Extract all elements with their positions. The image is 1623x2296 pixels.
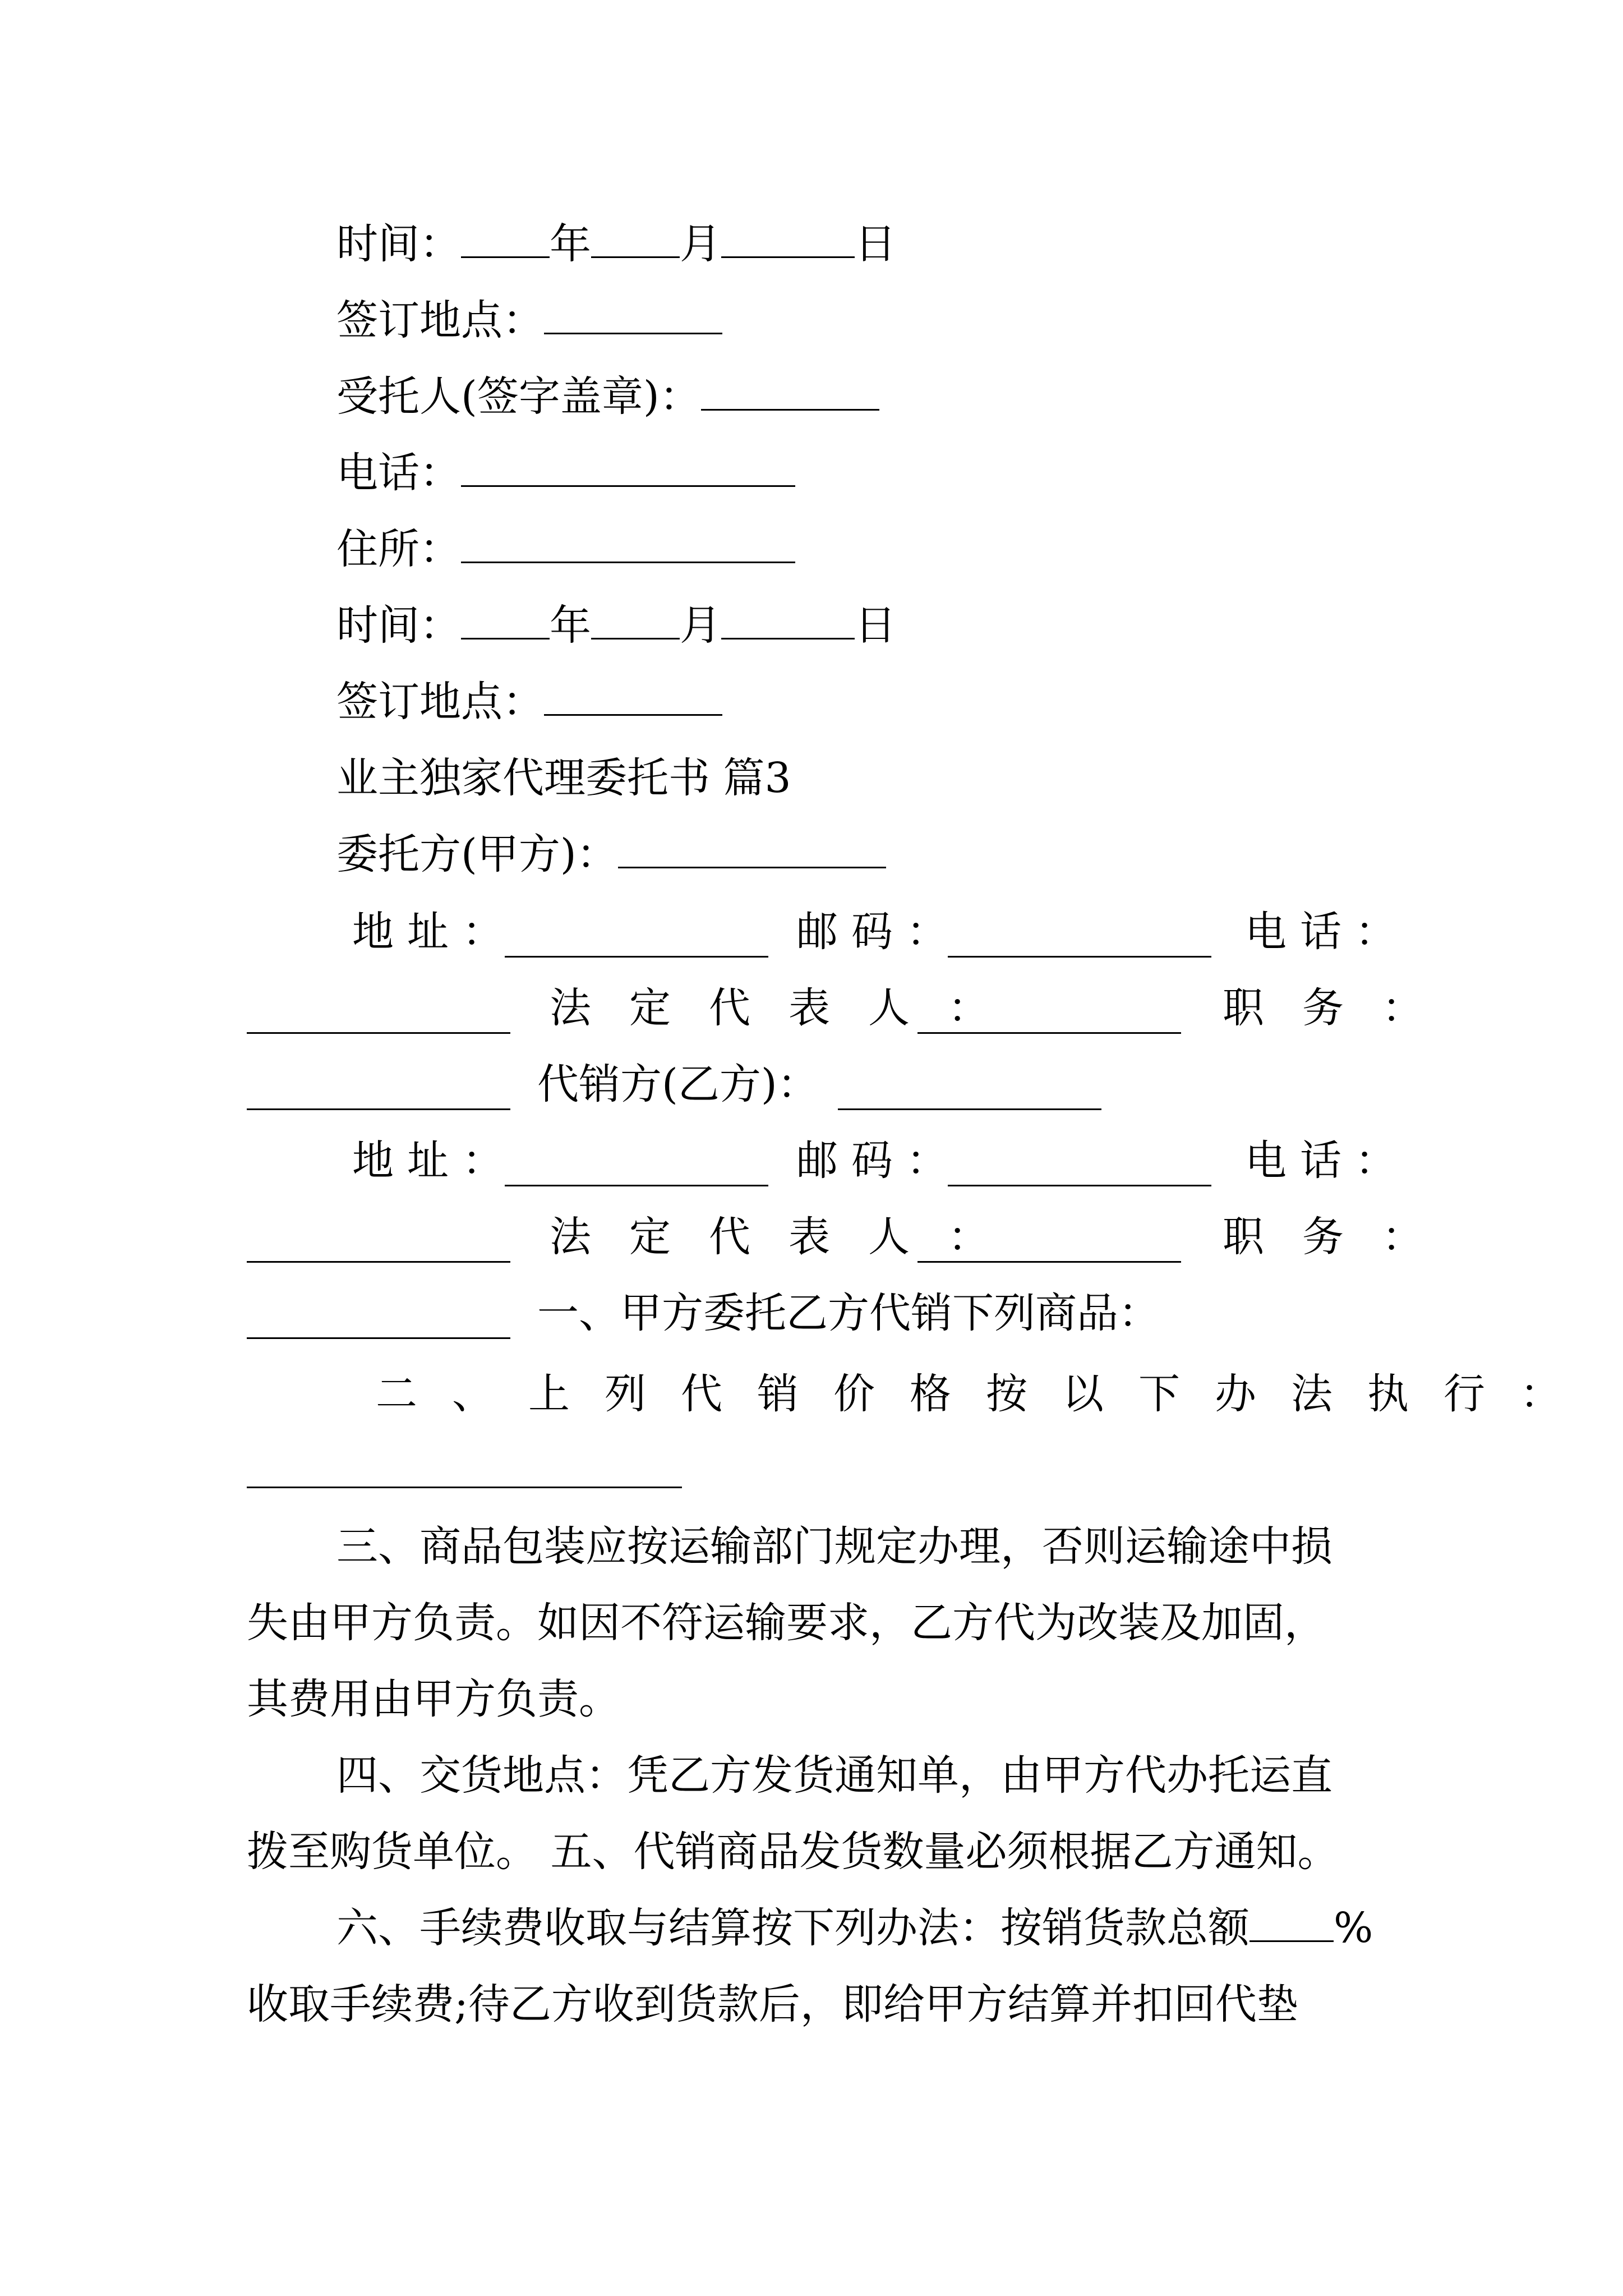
date-line-1	[336, 219, 896, 269]
address-blank-b	[505, 1150, 768, 1186]
month-label: 月	[680, 601, 721, 650]
clause-3-line-3: 其费用由甲方负责。	[247, 1675, 620, 1723]
phone-line	[336, 448, 795, 498]
month-label: 月	[680, 220, 721, 268]
date-label: 时间：	[336, 220, 461, 268]
tel-label-b: 电话：	[1245, 1137, 1410, 1185]
sign-place-label: 签订地点：	[336, 296, 544, 344]
date-line-2	[336, 600, 896, 651]
tel-label-a: 电话：	[1245, 908, 1410, 956]
clause-4-line-1: 四、交货地点：凭乙方发货通知单，由甲方代办托运直	[336, 1751, 1332, 1800]
clause-3-line-1: 三、商品包装应按运输部门规定办理，否则运输途中损	[336, 1522, 1332, 1571]
clause-6-line-1	[336, 1903, 1373, 1953]
sign-place-label: 签订地点：	[336, 678, 544, 726]
clause-4-line-2: 拨至购货单位。 五、代销商品发货数量必须根据乙方通知。	[247, 1828, 1339, 1876]
agent-blank	[838, 1074, 1101, 1110]
day-blank	[721, 222, 855, 258]
month-blank	[591, 603, 680, 639]
zip-blank-b	[948, 1150, 1211, 1186]
clause-6-text: 六、手续费收取与结算按下列办法：按销货款总额	[336, 1904, 1249, 1952]
clause-6-line-2: 收取手续费;待乙方收到货款后，即给甲方结算并扣回代垫	[247, 1980, 1298, 2028]
post-label-b: 职务：	[1223, 1213, 1461, 1261]
phone-label: 电话：	[336, 449, 461, 497]
section-title: 业主独家代理委托书 篇3	[336, 754, 791, 802]
trustee-line	[336, 371, 879, 422]
sign-place-blank	[544, 679, 722, 716]
legal-rep-label-b: 法定代表人：	[550, 1213, 1027, 1261]
legal-rep-blank-b	[917, 1226, 1181, 1263]
principal-line	[336, 829, 886, 880]
sign-place-blank	[544, 298, 722, 334]
principal-blank	[618, 832, 886, 868]
sign-place-line-1	[336, 295, 722, 346]
clause-3-line-2: 失由甲方负责。如因不符运输要求，乙方代为改装及加固，	[247, 1599, 1326, 1647]
section-heading	[336, 753, 791, 803]
clause-2	[376, 1369, 1596, 1419]
clause-1: 一、甲方委托乙方代销下列商品：	[537, 1289, 1160, 1337]
legal-rep-blank-a	[917, 997, 1181, 1034]
residence-label: 住所：	[336, 525, 461, 573]
year-blank	[461, 222, 550, 258]
post-blank-b	[247, 1303, 510, 1339]
clause-2-text: 二、上列代销价格按以下办法执行：	[376, 1370, 1596, 1418]
day-blank	[721, 603, 855, 639]
address-label-b: 地址：	[352, 1137, 517, 1185]
tel-blank-a	[247, 997, 510, 1034]
tel-blank-b	[247, 1226, 510, 1263]
sign-place-line-2	[336, 677, 722, 727]
trustee-blank	[701, 374, 879, 411]
address-label-a: 地址：	[352, 908, 517, 956]
legal-rep-label-a: 法定代表人：	[550, 984, 1027, 1032]
year-label: 年	[550, 220, 591, 268]
day-label: 日	[855, 220, 896, 268]
year-label: 年	[550, 601, 591, 650]
zip-label-a: 邮码：	[796, 908, 961, 956]
month-blank	[591, 222, 680, 258]
date-label: 时间：	[336, 601, 461, 650]
residence-blank	[461, 527, 795, 563]
post-label-a: 职务：	[1223, 984, 1461, 1032]
percent-sign: %	[1334, 1904, 1373, 1952]
trustee-label: 受托人(签字盖章)：	[336, 372, 701, 421]
phone-blank	[461, 450, 795, 487]
percent-blank	[1249, 1906, 1334, 1942]
residence-line	[336, 524, 795, 574]
principal-label: 委托方(甲方)：	[336, 830, 618, 878]
zip-blank-a	[948, 921, 1211, 958]
day-label: 日	[855, 601, 896, 650]
post-blank-a	[247, 1074, 510, 1110]
address-blank-a	[505, 921, 768, 958]
zip-label-b: 邮码：	[796, 1137, 961, 1185]
agent-label: 代销方(乙方)：	[537, 1060, 819, 1108]
year-blank	[461, 603, 550, 639]
clause-2-blank	[247, 1452, 682, 1488]
